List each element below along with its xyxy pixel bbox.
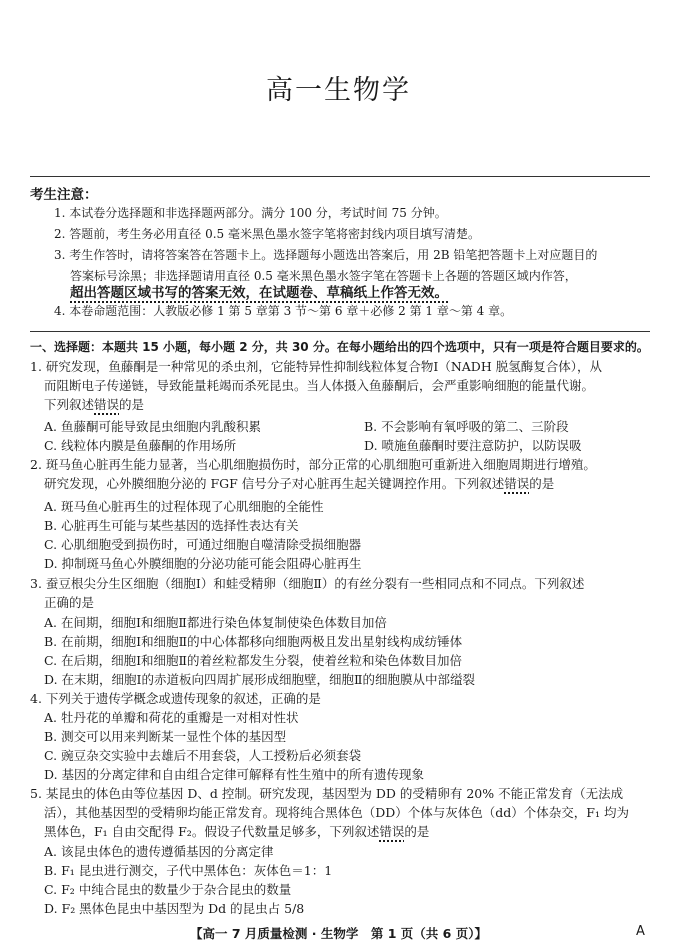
- question-4-option-b: B. 测交可以用来判断某一显性个体的基因型: [44, 729, 287, 744]
- notice-item-2: 2. 答题前，考生务必用直径 0.5 毫米黑色墨水签字笔将密封线内项目填写清楚。: [54, 227, 480, 241]
- question-5-option-a: A. 该昆虫体色的遗传遵循基因的分离定律: [44, 844, 274, 859]
- stem-text-end: 的是: [529, 476, 555, 491]
- stem-text: 黑体色，F₁ 自由交配得 F₂。假设子代数量足够多，下列叙述: [44, 824, 380, 839]
- question-5-option-b: B. F₁ 昆虫进行测交，子代中黑体色：灰体色＝1：1: [44, 863, 333, 878]
- page-footer: 【高一 7 月质量检测 · 生物学 第 1 页（共 6 页）】: [190, 926, 487, 941]
- question-4-option-c: C. 豌豆杂交实验中去雄后不用套袋，人工授粉后必须套袋: [44, 748, 362, 763]
- question-3-option-b: B. 在前期，细胞Ⅰ和细胞Ⅱ的中心体都移向细胞两极且发出星射线构成纺锤体: [44, 634, 463, 649]
- section-heading: 一、选择题：本题共 15 小题，每小题 2 分，共 30 分。在每小题给出的四个选项中，只有一项是符合题目要求的。: [30, 340, 649, 354]
- question-5-line-1: 5. 某昆虫的体色由等位基因 D、d 控制。研究发现，基因型为 DD 的受精卵有 20% 不能正常发育（无法成: [30, 786, 624, 801]
- divider-bottom: [30, 331, 650, 332]
- question-1-line-2: 而阻断电子传递链，导致能量耗竭而杀死昆虫。当人体摄入鱼藤酮后，会严重影响细胞的能量代谢。: [44, 378, 595, 393]
- question-2-option-d: D. 抑制斑马鱼心外膜细胞的分泌功能可能会阻碍心脏再生: [44, 556, 362, 571]
- question-3-line-1: 3. 蚕豆根尖分生区细胞（细胞Ⅰ）和蛙受精卵（细胞Ⅱ）的有丝分裂有一些相同点和不同点。下列叙述: [30, 576, 585, 591]
- question-2-option-a: A. 斑马鱼心脏再生的过程体现了心肌细胞的全能性: [44, 499, 324, 514]
- stem-emphasis: 错误: [504, 476, 530, 491]
- question-4-line-1: 4. 下列关于遗传学概念或遗传现象的叙述，正确的是: [30, 691, 321, 706]
- question-5-option-c: C. F₂ 中纯合昆虫的数量少于杂合昆虫的数量: [44, 882, 292, 897]
- notice-item-3-line-3: [70, 285, 448, 302]
- question-3-option-d: D. 在末期，细胞Ⅰ的赤道板向四周扩展形成细胞壁，细胞Ⅱ的细胞膜从中部缢裂: [44, 672, 475, 687]
- question-2-option-b: B. 心脏再生可能与某些基因的选择性表达有关: [44, 518, 299, 533]
- question-5-line-2: 活），其他基因型的受精卵均能正常发育。现将纯合黑体色（DD）个体与灰体色（dd）个体杂交，F₁ 均为: [44, 805, 629, 820]
- notice-emphasis: 超出答题区域书写的答案无效，在试题卷、草稿纸上作答无效。: [70, 285, 448, 301]
- stem-text-end: 的是: [119, 397, 145, 412]
- stem-text: 下列叙述: [44, 397, 95, 412]
- notice-item-3-line-1: 3. 考生作答时，请将答案答在答题卡上。选择题每小题选出答案后，用 2B 铅笔把答题卡上对应题目的: [54, 248, 598, 262]
- page-title: 高一生物学: [266, 75, 411, 106]
- stem-emphasis: 错误: [94, 397, 120, 412]
- question-1-stem: [44, 396, 144, 413]
- notice-item-4: 4. 本卷命题范围：人教版必修 1 第 5 章第 3 节～第 6 章＋必修 2 第 1 章～第 4 章。: [54, 304, 513, 318]
- paper-version-code: A: [636, 924, 645, 939]
- stem-text: 研究发现，心外膜细胞分泌的 FGF 信号分子对心脏再生起关键调控作用。下列叙述: [44, 476, 505, 491]
- question-2-line-2: [44, 475, 554, 492]
- question-1-option-a: A. 鱼藤酮可能导致昆虫细胞内乳酸积累: [44, 419, 261, 434]
- question-4-option-a: A. 牡丹花的单瓣和荷花的重瓣是一对相对性状: [44, 710, 299, 725]
- question-2-line-1: 2. 斑马鱼心脏再生能力显著，当心肌细胞损伤时，部分正常的心肌细胞可重新进入细胞周期进行增殖。: [30, 457, 596, 472]
- stem-emphasis: 错误: [379, 824, 405, 839]
- notice-item-1: 1. 本试卷分选择题和非选择题两部分。满分 100 分，考试时间 75 分钟。: [54, 206, 447, 220]
- question-2-option-c: C. 心肌细胞受到损伤时，可通过细胞自噬清除受损细胞器: [44, 537, 362, 552]
- notice-item-3-line-2: 答案标号涂黑；非选择题请用直径 0.5 毫米黑色墨水签字笔在答题卡上各题的答题区域内作答，: [70, 269, 577, 283]
- question-4-option-d: D. 基因的分离定律和自由组合定律可解释有性生殖中的所有遗传现象: [44, 767, 425, 782]
- question-5-line-3: [44, 823, 429, 840]
- stem-text-end: 的是: [404, 824, 430, 839]
- question-1-option-c: C. 线粒体内膜是鱼藤酮的作用场所: [44, 438, 237, 453]
- notice-heading: 考生注意：: [30, 187, 98, 203]
- question-1-option-b: B. 不会影响有氧呼吸的第二、三阶段: [364, 419, 569, 434]
- question-3-line-2: 正确的是: [44, 595, 95, 610]
- question-3-option-c: C. 在后期，细胞Ⅰ和细胞Ⅱ的着丝粒都发生分裂，使着丝粒和染色体数目加倍: [44, 653, 463, 668]
- divider-top: [30, 176, 650, 177]
- question-3-option-a: A. 在间期，细胞Ⅰ和细胞Ⅱ都进行染色体复制使染色体数目加倍: [44, 615, 387, 630]
- question-1-option-d: D. 喷施鱼藤酮时要注意防护，以防误吸: [364, 438, 582, 453]
- question-5-option-d: D. F₂ 黑体色昆虫中基因型为 Dd 的昆虫占 5/8: [44, 901, 305, 916]
- question-1-line-1: 1. 研究发现，鱼藤酮是一种常见的杀虫剂，它能特异性抑制线粒体复合物Ⅰ（NADH 脱氢酶复合体），从: [30, 359, 602, 374]
